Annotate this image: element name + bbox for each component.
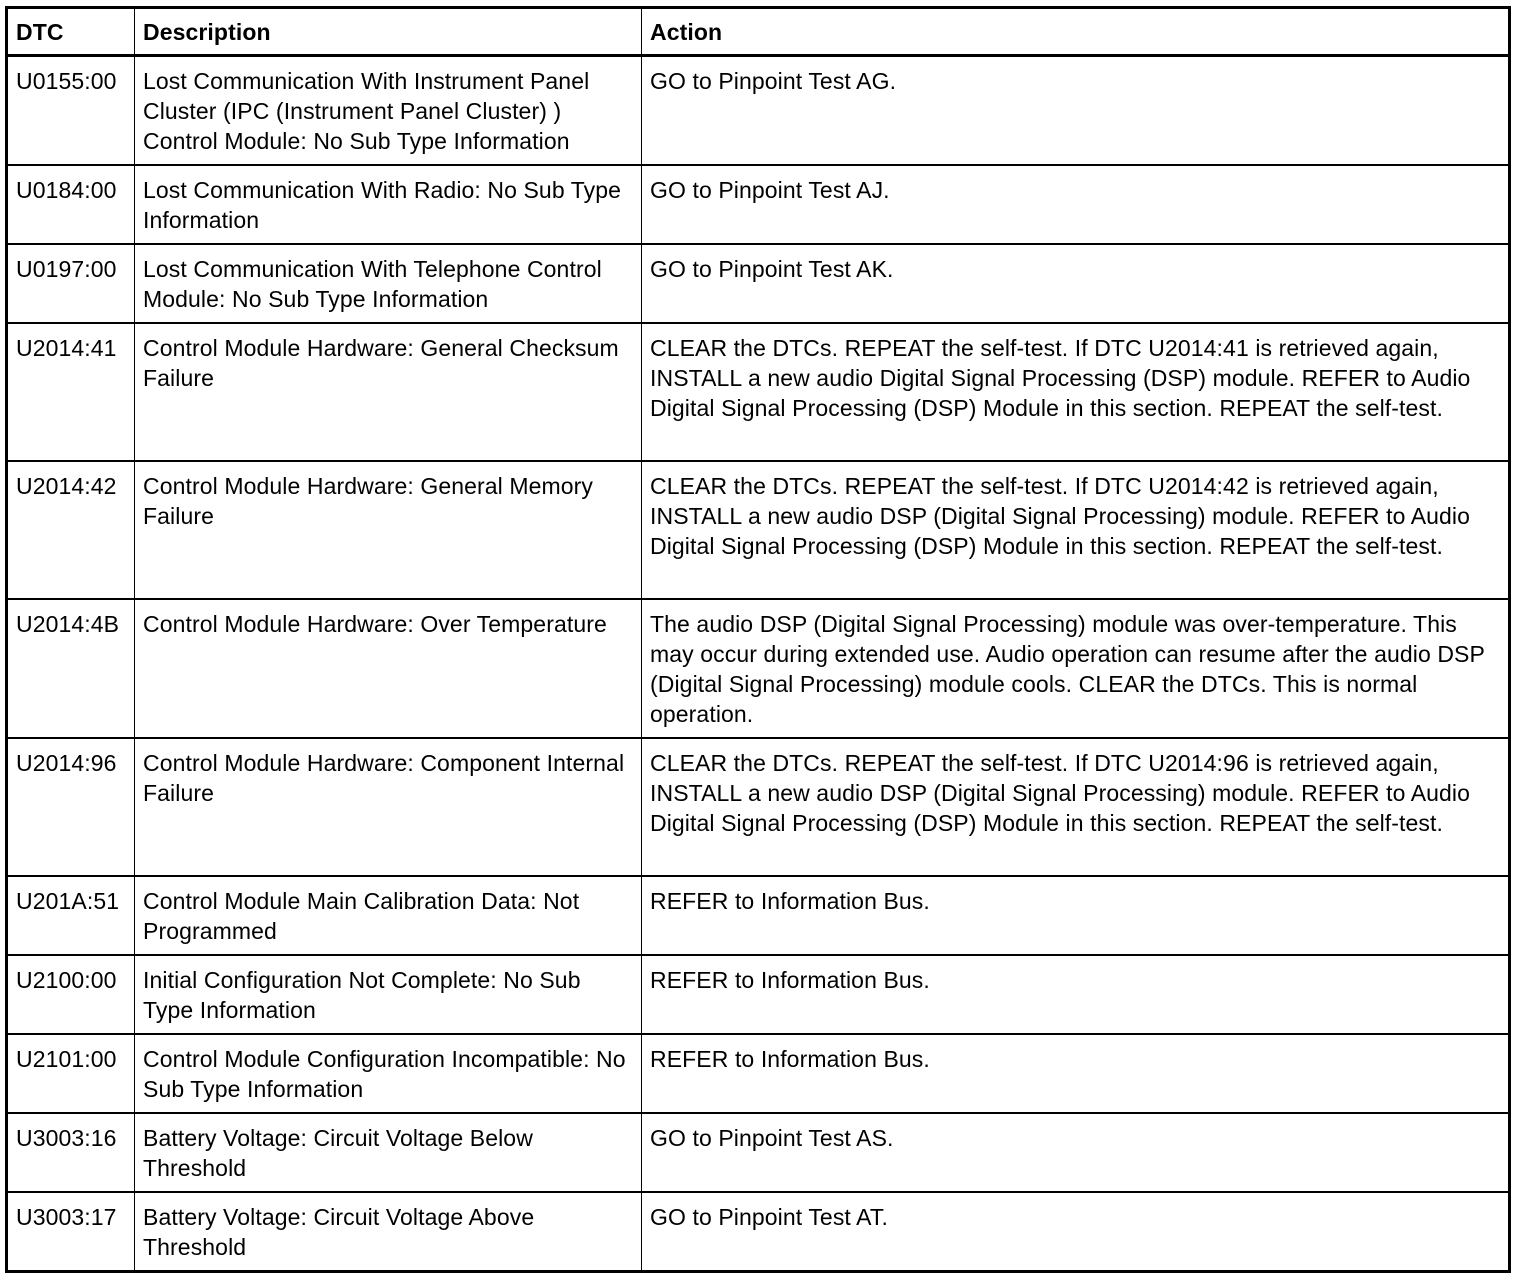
cell-dtc: U2101:00 <box>7 1034 135 1113</box>
cell-action: REFER to Information Bus. <box>642 955 1510 1034</box>
cell-action: CLEAR the DTCs. REPEAT the self-test. If DTC U2014:42 is retrieved again, INSTALL a new audio DSP (Digital Signal Processing) module. REFER to Audio Digital Signal Processing (DSP) Module in this section. REPEAT the self-test. <box>642 461 1510 599</box>
table-row <box>7 244 1510 323</box>
cell-description: Lost Communication With Telephone Control Module: No Sub Type Information <box>135 244 642 323</box>
header-dtc: DTC <box>7 8 135 56</box>
table-row <box>7 461 1510 599</box>
cell-dtc: U3003:16 <box>7 1113 135 1192</box>
cell-description: Control Module Hardware: Over Temperature <box>135 599 642 738</box>
table-header <box>7 8 1510 56</box>
cell-description: Lost Communication With Instrument Panel Cluster (IPC (Instrument Panel Cluster) ) Control Module: No Sub Type Information <box>135 56 642 166</box>
cell-description: Control Module Hardware: General Memory Failure <box>135 461 642 599</box>
cell-description: Control Module Hardware: Component Internal Failure <box>135 738 642 876</box>
cell-action: REFER to Information Bus. <box>642 1034 1510 1113</box>
cell-action: GO to Pinpoint Test AS. <box>642 1113 1510 1192</box>
cell-description: Initial Configuration Not Complete: No Sub Type Information <box>135 955 642 1034</box>
cell-action: GO to Pinpoint Test AT. <box>642 1192 1510 1272</box>
cell-dtc: U2014:42 <box>7 461 135 599</box>
cell-dtc: U2014:96 <box>7 738 135 876</box>
header-action: Action <box>642 8 1510 56</box>
table-row <box>7 1192 1510 1272</box>
cell-dtc: U2100:00 <box>7 955 135 1034</box>
header-description: Description <box>135 8 642 56</box>
table-row <box>7 876 1510 955</box>
table-row <box>7 738 1510 876</box>
dtc-table <box>5 6 1511 1273</box>
cell-dtc: U201A:51 <box>7 876 135 955</box>
cell-dtc: U0184:00 <box>7 165 135 244</box>
cell-action: The audio DSP (Digital Signal Processing) module was over-temperature. This may occur during extended use. Audio operation can resume after the audio DSP (Digital Signal Processing) module cools. CLEAR the DTCs. This is normal operation. <box>642 599 1510 738</box>
table-row <box>7 165 1510 244</box>
cell-dtc: U3003:17 <box>7 1192 135 1272</box>
table-row <box>7 1034 1510 1113</box>
header-row <box>7 8 1510 56</box>
cell-action: CLEAR the DTCs. REPEAT the self-test. If DTC U2014:96 is retrieved again, INSTALL a new audio DSP (Digital Signal Processing) module. REFER to Audio Digital Signal Processing (DSP) Module in this section. REPEAT the self-test. <box>642 738 1510 876</box>
cell-dtc: U0197:00 <box>7 244 135 323</box>
table-row <box>7 955 1510 1034</box>
table-row <box>7 56 1510 166</box>
cell-dtc: U0155:00 <box>7 56 135 166</box>
table-row <box>7 1113 1510 1192</box>
cell-dtc: U2014:41 <box>7 323 135 461</box>
cell-description: Lost Communication With Radio: No Sub Type Information <box>135 165 642 244</box>
table-row <box>7 323 1510 461</box>
cell-action: GO to Pinpoint Test AJ. <box>642 165 1510 244</box>
cell-action: GO to Pinpoint Test AG. <box>642 56 1510 166</box>
cell-description: Control Module Hardware: General Checksum Failure <box>135 323 642 461</box>
cell-dtc: U2014:4B <box>7 599 135 738</box>
cell-description: Control Module Main Calibration Data: Not Programmed <box>135 876 642 955</box>
table-row <box>7 599 1510 738</box>
cell-description: Control Module Configuration Incompatible: No Sub Type Information <box>135 1034 642 1113</box>
cell-description: Battery Voltage: Circuit Voltage Below Threshold <box>135 1113 642 1192</box>
cell-action: REFER to Information Bus. <box>642 876 1510 955</box>
table-body <box>7 56 1510 1272</box>
cell-action: GO to Pinpoint Test AK. <box>642 244 1510 323</box>
cell-description: Battery Voltage: Circuit Voltage Above Threshold <box>135 1192 642 1272</box>
cell-action: CLEAR the DTCs. REPEAT the self-test. If DTC U2014:41 is retrieved again, INSTALL a new audio Digital Signal Processing (DSP) module. REFER to Audio Digital Signal Processing (DSP) Module in this section. REPEAT the self-test. <box>642 323 1510 461</box>
